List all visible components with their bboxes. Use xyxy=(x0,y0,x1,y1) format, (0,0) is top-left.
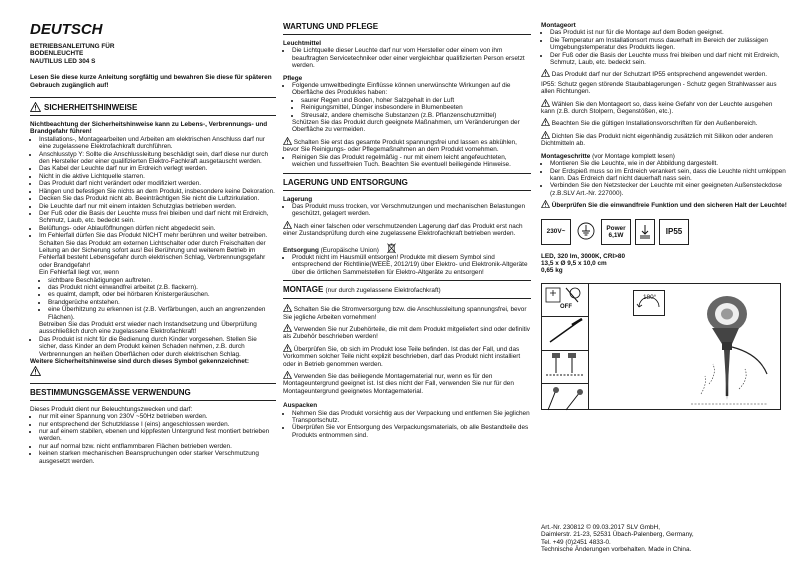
warning-icon xyxy=(283,221,292,229)
spec-line: 0,65 kg xyxy=(541,267,563,275)
warning-icon xyxy=(541,99,550,107)
ground-mount-icon xyxy=(635,219,655,245)
warning-icon xyxy=(283,324,292,332)
figure-step-angle xyxy=(542,384,588,416)
list-item: • saurer Regen und Boden, hoher Salzgehalt in der Luft xyxy=(301,97,531,104)
pflege-after: Schützen Sie das Produkt durch geeignete Maßnahmen, um Veränderungen der Oberfläche zu vermeiden. xyxy=(292,119,520,134)
warning-text: Das Produkt darf nur der Schutzart IP55 entsprechend angewendet werden. xyxy=(551,71,768,79)
footer-line: Daimlerstr. 21-23, 52531 Übach-Palenberg, Germany, xyxy=(541,531,694,539)
list-item: • Das Produkt darf nicht verändert oder modifiziert werden. xyxy=(39,180,276,187)
divider xyxy=(30,383,276,384)
safety-list xyxy=(30,136,276,269)
warning-note xyxy=(283,344,531,368)
warning-icon xyxy=(541,200,550,208)
list-item: • nur entsprechend der Schutzklasse I (eins) angeschlossen werden. xyxy=(39,421,276,428)
column-middle xyxy=(283,22,531,439)
ip-rating-badge: IP55 xyxy=(659,219,689,245)
list-item: • Brandgerüche entstehen. xyxy=(48,299,276,306)
warning-text: Schalten Sie die Stromversorgung bzw. die Anschlussleitung spannungsfrei, bevor Sie jegliche Arbeiten vornehmen! xyxy=(283,306,527,321)
warning-note xyxy=(283,221,531,238)
list-item: • Der Fuß oder die Basis der Leuchte muss frei bleiben und darf nicht mit Erdreich, Schmutz, Laub, etc. bedeckt sein. xyxy=(550,52,787,67)
care-heading: WARTUNG UND PFLEGE xyxy=(283,22,379,31)
safety-heading-text: SICHERHEITSHINWEISE xyxy=(44,102,138,112)
list-item: • keinen starken mechanischen Beanspruchungen oder starker Verschmutzung ausgesetzt werden. xyxy=(39,450,276,465)
title-line: BETRIEBSANLEITUNG FÜR xyxy=(30,43,115,50)
list-item: • eine Überhitzung zu erkennen ist (z.B. Verfärbungen, auch an angrenzenden Flächen). xyxy=(48,306,276,321)
list-item: • Im Fehlerfall dürfen Sie das Produkt NICHT mehr berühren und weiter betreiben. Schalten Sie das Produkt am externen Lichtschalter oder durch Freischalten der Leitung an der Sicherung sofort aus! Bei Berührung und weiterem Betrieb im Fehlerfall besteht Lebensgefahr durch elektrischen Schlag, Verbrennungsgefahr oder Brandgefahr! xyxy=(39,232,276,269)
list-item: • sichtbare Beschädigungen auftreten. xyxy=(48,277,276,284)
list-item: • Nehmen Sie das Produkt vorsichtig aus der Verpackung und entfernen Sie jeglichen Transportschutz. xyxy=(292,410,531,425)
column-right xyxy=(541,22,787,554)
list-item: • nur mit einer Spannung von 230V ~50Hz betrieben werden. xyxy=(39,413,276,420)
warning-text: Überprüfen Sie, ob sich im Produkt lose Teile befinden. Ist das der Fall, und das Vorkommen solcher Teile nicht explizit beschrieben, darf das Produkt nicht installiert oder in Betrieb genommen werden. xyxy=(283,345,521,368)
steps-sub: (vor Montage komplett lesen) xyxy=(592,152,675,160)
ip-text: IP55: Schutz gegen störende Staubablagerungen - Schutz gegen Strahlwasser aus allen Richtungen. xyxy=(541,80,777,96)
pflege-heading: Pflege xyxy=(283,74,303,82)
warning-text: Schalten Sie erst das gesamte Produkt spannungsfrei und lassen es abkühlen, bevor Sie Reinigungs- oder Pflegemaßnahmen an dem Produkt vornehmen. xyxy=(283,138,517,154)
warning-text: Beachten Sie die gültigen Installationsvorschriften für den Außenbereich. xyxy=(551,120,758,128)
fault-list xyxy=(30,277,276,321)
warning-note xyxy=(541,200,787,209)
montage-sub: (nur durch zugelassene Elektrofachkraft) xyxy=(325,287,441,295)
title-line: BODENLEUCHTE xyxy=(30,50,84,58)
list-item: • Reinigungsmittel, Dünger insbesondere in Blumenbeeten xyxy=(301,104,531,111)
list-item: • Folgende umweltbedingte Einflüsse können unerwünschte Wirkungen auf die Oberfläche des Produktes haben: xyxy=(292,82,531,97)
lamp-drawing xyxy=(589,284,779,408)
warning-icon xyxy=(283,371,292,379)
figure-step-power-off xyxy=(542,284,588,317)
entsorgung-heading xyxy=(283,243,531,254)
list-item: • Streusalz, andere chemische Substanzen (z.B. Pflanzenschutzmittel) xyxy=(301,112,531,119)
divider xyxy=(283,173,531,174)
divider xyxy=(283,190,531,191)
warning-note xyxy=(541,118,787,127)
weee-bin-icon xyxy=(387,243,396,254)
list-item: • Nicht in die aktive Lichtquelle starren. xyxy=(39,173,276,180)
list-item: • Hängen und befestigen Sie nichts an dem Produkt, insbesondere keine Dekoration. xyxy=(39,188,276,195)
warning-text: Nach einer falschen oder verschmutzenden Lagerung darf das Produkt erst nach einer Zustandsprüfung durch eine zugelassene Elektrofachkraft betrieben werden. xyxy=(283,222,523,238)
montage-heading xyxy=(283,285,531,295)
footer-line: Technische Änderungen vorbehalten. Made in China. xyxy=(541,546,692,554)
warning-text: Verwenden Sie das beiliegende Montagematerial nur, wenn es für den Montageuntergrund geeignet ist. Ist dies nicht der Fall, verwenden Sie nur für den Montageuntergrund geeignetes Montagematerial. xyxy=(283,373,514,395)
warning-icon xyxy=(283,137,292,145)
power-badge: Power 6,1W xyxy=(601,219,631,245)
warning-icon xyxy=(541,69,550,77)
installation-figure xyxy=(541,283,781,410)
safety-intro: Nichtbeachtung der Sicherheitshinweise kann zu Lebens-, Verbrennungs- und Brandgefahr führen! xyxy=(30,121,268,136)
list-item: • Reinigen Sie das Produkt regelmäßig - nur mit einem leicht angefeuchteten, weichen und fusselfreien Tuch. Beachten Sie eventuell beiliegende Hinweise. xyxy=(292,154,531,169)
figure-step-spike xyxy=(542,317,588,350)
list-item: • Die Temperatur am Installationsort muss dauerhaft im Bereich der zulässigen Umgebungstemperatur des Produkts liegen. xyxy=(550,37,787,52)
rotation-inset xyxy=(633,290,665,316)
language-heading: DEUTSCH xyxy=(30,21,103,38)
list-item: • Verbinden Sie den Netzstecker der Leuchte mit einer geeigneten Außensteckdose (z.B.SLV Art.-Nr. 227000). xyxy=(550,182,787,197)
list-item: • nur auf normal bzw. nicht entflammbaren Flächen betrieben werden. xyxy=(39,443,276,450)
list-item: • Montieren Sie die Leuchte, wie in der Abbildung dargestellt. xyxy=(550,160,787,167)
list-item: • Überprüfen Sie vor Entsorgung des Verpackungsmaterials, ob alle Bestandteile des Produkts entnommen sind. xyxy=(292,424,531,439)
protection-class-icon xyxy=(575,219,597,243)
pflege-list xyxy=(283,82,531,97)
divider xyxy=(30,400,276,401)
earth-ground-icon xyxy=(577,222,595,240)
figure-main xyxy=(589,284,780,409)
divider xyxy=(30,115,276,116)
warning-icon xyxy=(541,131,550,139)
warning-text: Dichten Sie das Produkt nicht eigenhändig zusätzlich mit Silikon oder anderen Dichtmitteln ab. xyxy=(541,132,773,148)
warning-icon xyxy=(30,366,41,376)
footer xyxy=(541,524,787,554)
montageort-list xyxy=(541,29,787,66)
spec-line: LED, 320 lm, 3000K, CRI>80 xyxy=(541,252,626,260)
list-item: • Belüftungs- oder Ablauföffnungen dürfen nicht abgedeckt sein. xyxy=(39,225,276,232)
warning-icon xyxy=(283,344,292,352)
list-item: • nur auf einem stabilen, ebenen und kippfesten Untergrund fest montiert betrieben werden. xyxy=(39,428,276,443)
use-heading: BESTIMMUNGSGEMÄSSE VERWENDUNG xyxy=(30,387,191,397)
title-line: NAUTILUS LED 304 S xyxy=(30,57,96,65)
warning-text: Überprüfen Sie die einwandfreie Funktion und den sicheren Halt der Leuchte! xyxy=(551,202,787,210)
list-item: • Decken Sie das Produkt nicht ab. Beeinträchtigen Sie nicht die Luftzirkulation. xyxy=(39,195,276,202)
list-item: • Der Fuß oder die Basis der Leuchte muss frei bleiben und darf nicht mit Erdreich, Schmutz, Laub, etc. bedeckt sein. xyxy=(39,210,276,225)
safety-list-2 xyxy=(30,336,276,358)
list-item: • Das Produkt muss trocken, vor Verschmutzungen und mechanischen Belastungen geschützt, gelagert werden. xyxy=(292,203,531,218)
divider xyxy=(283,298,531,299)
entsorgung-list xyxy=(283,254,531,276)
off-label: OFF xyxy=(560,303,572,310)
list-item: • Das Kabel der Leuchte darf nur im Erdreich verlegt werden. xyxy=(39,165,276,172)
list-item: • Der Erdspieß muss so im Erdreich verankert sein, dass die Leuchte nicht umkippen kann. Das Erdreich darf nicht dauerhaft nass sein. xyxy=(550,168,787,183)
pflege-list-2 xyxy=(283,154,531,169)
list-item: • Die Lichtquelle dieser Leuchte darf nur vom Hersteller oder einem von ihm beauftragten Servicetechniker oder einer vergleichbar qualifizierten Person ersetzt werden. xyxy=(292,47,531,69)
column-left xyxy=(30,22,276,465)
document-title xyxy=(30,43,276,65)
warning-note xyxy=(541,99,787,116)
lagerung-list xyxy=(283,203,531,218)
pflege-sublist xyxy=(283,97,531,119)
safety-heading xyxy=(30,102,276,112)
use-list xyxy=(30,413,276,465)
fault-outro: Betreiben Sie das Produkt erst wieder nach Instandsetzung und Überprüfung ausschließlich durch eine zugelassene Elektrofachkraft! xyxy=(39,321,257,336)
list-item: • das Produkt nicht einwandfrei arbeitet (z.B. flackern). xyxy=(48,284,276,291)
warning-note xyxy=(541,69,787,78)
warning-text: Wählen Sie den Montageort so, dass keine Gefahr von der Leuchte ausgehen kann (z.B. durch Stolpern, Gegenstößen, etc.). xyxy=(541,100,773,116)
list-item: • Das Produkt ist nicht für die Bedienung durch Kinder vorgesehen. Stellen Sie sicher, dass Kinder an dem Produkt keinen Schaden nehmen, z.B. durch Verbrennungen an heißen Oberflächen oder durch elektrischen Schlag. xyxy=(39,336,276,358)
fault-intro: Ein Fehlerfall liegt vor, wenn xyxy=(39,269,119,277)
warning-icon xyxy=(541,118,550,126)
list-item: • Installations-, Montagearbeiten und Arbeiten am elektrischen Anschluss darf nur eine zugelassene Elektrofachkraft durchführen. xyxy=(39,136,276,151)
figure-step-ground xyxy=(542,351,588,384)
list-item: • Anschlusstyp Y: Sollte die Anschlussleitung beschädigt sein, darf diese nur durch den Hersteller oder einer qualifizierten Elektro-Fachkraft ausgetauscht werden. xyxy=(39,151,276,166)
lagerung-heading: Lagerung xyxy=(283,195,313,203)
warning-icon xyxy=(283,304,292,312)
warning-note xyxy=(283,371,531,395)
footer-line: Art.-Nr. 230812 © 09.03.2017 SLV GmbH, xyxy=(541,524,660,531)
list-item: • es qualmt, dampft, oder bei hörbaren Knistergeräuschen. xyxy=(48,291,276,298)
entsorgung-title: Entsorgung xyxy=(283,246,319,254)
warning-note xyxy=(283,304,531,321)
use-intro: Dieses Produkt dient nur Beleuchtungszwecken und darf: xyxy=(30,405,193,413)
auspacken-list xyxy=(283,410,531,440)
leuchtmittel-heading: Leuchtmittel xyxy=(283,40,321,47)
spec-line: 13,5 x Ø 9,5 x 10,0 cm xyxy=(541,259,607,267)
further-notes: Weitere Sicherheitshinweise sind durch dieses Symbol gekennzeichnet: xyxy=(30,358,250,366)
figure-steps xyxy=(542,284,589,409)
entsorgung-sub: (Europäische Union) xyxy=(320,246,379,254)
leuchtmittel-list xyxy=(283,47,531,69)
spec-icons xyxy=(541,219,787,245)
steps-heading xyxy=(541,153,787,160)
list-item: • Die Leuchte darf nur mit einem intakten Schutzglas betrieben werden. xyxy=(39,203,276,210)
steps-list xyxy=(541,160,787,197)
steps-title: Montageschritte xyxy=(541,152,591,160)
montage-title: MONTAGE xyxy=(283,285,324,295)
intro-text: Lesen Sie diese kurze Anleitung sorgfältig und bewahren Sie diese für späteren Gebrauch zugänglich auf! xyxy=(30,74,272,89)
warning-icon xyxy=(30,102,41,112)
warning-note xyxy=(541,131,787,148)
divider xyxy=(30,97,276,98)
divider xyxy=(283,34,531,35)
list-item: • Produkt nicht im Hausmüll entsorgen! Produkte mit diesem Symbol sind entsprechend der Richtlinie(WEEE, 2012/19) über Elektro- und Elektronik-Altgeräte über die örtlichen Sammelstellen für Elektro-Altgeräte zu entsorgen! xyxy=(292,254,531,276)
auspacken-heading: Auspacken xyxy=(283,402,318,410)
spec-lines xyxy=(541,253,787,275)
rotation-label: 180° xyxy=(643,293,657,301)
footer-line: Tel. +49 (0)2451 4833-0. xyxy=(541,538,611,546)
montageort-heading: Montageort xyxy=(541,22,576,29)
voltage-badge: 230V~ xyxy=(541,219,571,245)
warning-note xyxy=(283,137,531,154)
warning-note xyxy=(283,324,531,341)
list-item: • Das Produkt ist nur für die Montage auf dem Boden geeignet. xyxy=(550,29,787,36)
warning-text: Verwenden Sie nur Zubehörteile, die mit dem Produkt mitgeliefert sind oder definitiv als Zubehör beschrieben werden! xyxy=(283,325,531,341)
divider xyxy=(283,280,531,281)
storage-heading: LAGERUNG UND ENTSORGUNG xyxy=(283,177,408,187)
